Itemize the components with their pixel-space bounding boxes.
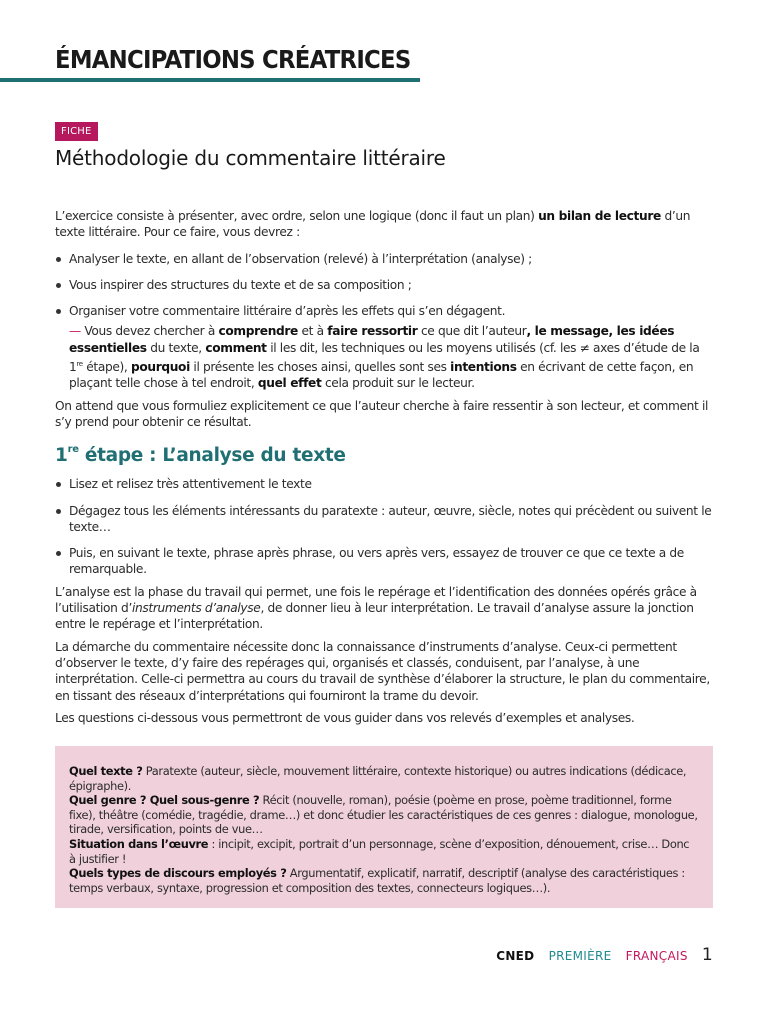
title-underline — [0, 78, 420, 82]
page-footer — [496, 945, 713, 965]
list-item: Organiser votre commentaire littéraire d’après les effets qui s’en dégagent. — [55, 303, 715, 319]
expectation-paragraph: On attend que vous formuliez explicitement ce que l’auteur cherche à faire ressentir à son lecteur, et comment il s’y prend pour obtenir ce résultat. — [55, 398, 709, 429]
list-item: Lisez et relisez très attentivement le texte — [55, 476, 715, 492]
main-content — [55, 208, 715, 732]
sheet-title: Méthodologie du commentaire littéraire — [55, 146, 446, 170]
section-heading: 1re étape : L’analyse du texte — [55, 444, 346, 467]
list-item: Vous inspirer des structures du texte et de sa composition ; — [55, 277, 715, 293]
document-title: ÉMANCIPATIONS CRÉATRICES — [55, 45, 411, 74]
analysis-steps-list — [55, 476, 715, 577]
questions-box — [55, 746, 713, 908]
footer-org: CNED — [496, 949, 535, 963]
question-item: Situation dans l’œuvre : incipit, excipit, portrait d’un personnage, scène d’exposition, dénouement, crise… Donc à justifier ! — [69, 836, 690, 866]
question-item: Quels types de discours employés ? Argumentatif, explicatif, narratif, descriptif (analyse des caractéristiques : temps verbaux, syntaxe, progression et composition des textes, connecteurs logiques…). — [69, 866, 685, 895]
question-item: Quel texte ? Paratexte (auteur, siècle, mouvement littéraire, contexte historique) ou autres indications (dédicace, épigraphe). — [69, 764, 687, 793]
fiche-badge: FICHE — [55, 122, 98, 141]
instructions-list — [55, 251, 715, 320]
footer-level: PREMIÈRE — [548, 949, 612, 963]
question-item: Quel genre ? Quel sous-genre ? Récit (nouvelle, roman), poésie (poème en prose, poème traditionnel, forme fixe), théâtre (comédie, tragédie, drame…) et donc étudier les caractéristiques de ces genres : dialogue, monologue, tirade, versification, points de vue… — [69, 793, 698, 837]
analysis-paragraph: L’analyse est la phase du travail qui permet, une fois le repérage et l’identification des données opérés grâce à l’utilisation d’instruments d’analyse, de donner lieu à leur interprétation. Le travail d’analyse assure la jonction entre le repérage et l’interprétation. — [55, 584, 697, 632]
list-item: Puis, en suivant le texte, phrase après phrase, ou vers après vers, essayez de trouver ce que ce texte a de remarquable. — [55, 545, 715, 578]
footer-subject: FRANÇAIS — [625, 949, 688, 963]
questions-intro-paragraph: Les questions ci-dessous vous permettront de vous guider dans vos relevés d’exemples et analyses. — [55, 710, 635, 725]
intro-paragraph: L’exercice consiste à présenter, avec ordre, selon une logique (donc il faut un plan) un bilan de lecture d’un texte littéraire. Pour ce faire, vous devrez : — [55, 209, 691, 240]
approach-paragraph: La démarche du commentaire nécessite donc la connaissance d’instruments d’analyse. Ceux-ci permettent d’observer le texte, d’y faire des repérages qui, organisés et classés, conduisent, par l’analyse, à une interprétation. Celle-ci permettra au cours du travail de synthèse d’élaborer la structure, le plan du commentaire, en tissant des réseaux d’interprétations qui fourniront la trame du devoir. — [55, 639, 710, 703]
page-number: 1 — [701, 945, 713, 965]
list-item: Dégagez tous les éléments intéressants du paratexte : auteur, œuvre, siècle, notes qui précèdent ou suivent le texte… — [55, 503, 715, 536]
list-item: Analyser le texte, en allant de l’observation (relevé) à l’interprétation (analyse) ; — [55, 251, 715, 267]
sub-paragraph: — Vous devez chercher à comprendre et à faire ressortir ce que dit l’auteur, le message, les idées essentielles du texte, comment il les dit, les techniques ou les moyens utilisés (cf. les ≠ axes d’étude de la 1re étape), pourquoi il présente les choses ainsi, quelles sont ses intentions en écrivant de cette façon, en plaçant telle chose à tel endroit, quel effet cela produit sur le lecteur. — [69, 324, 700, 391]
